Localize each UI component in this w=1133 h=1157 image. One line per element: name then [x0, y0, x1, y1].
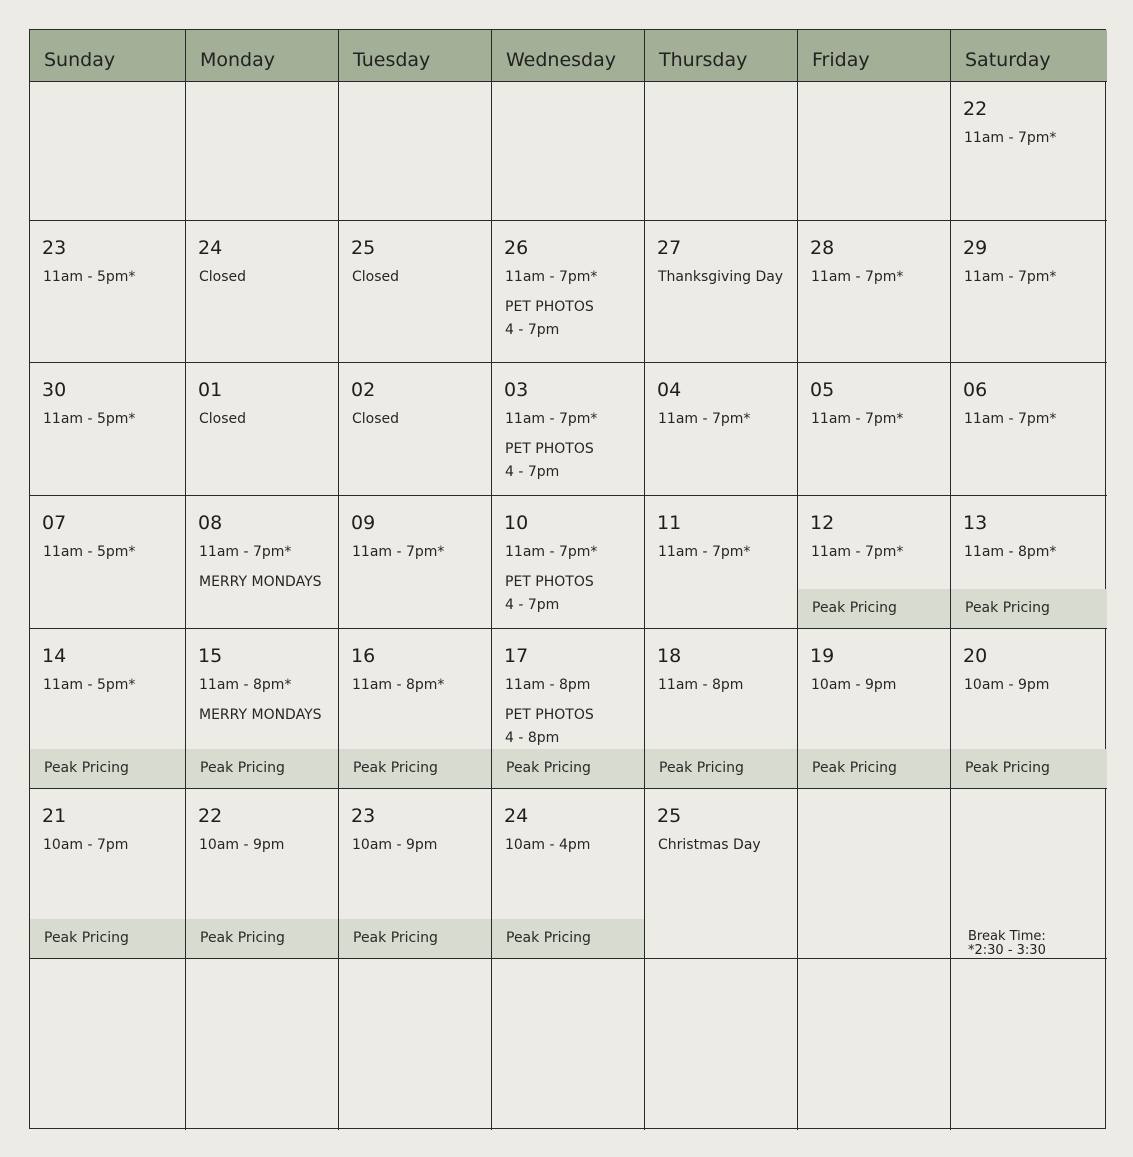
day-hours: 11am - 7pm*	[199, 544, 292, 560]
pet-photos-label: PET PHOTOS	[505, 441, 594, 457]
day-cell-27	[645, 221, 798, 363]
day-number: 28	[810, 237, 835, 259]
day-number: 17	[504, 645, 529, 667]
day-cell-13	[951, 496, 1107, 629]
peak-pricing-banner: Peak Pricing	[186, 749, 338, 788]
empty-day-cell	[798, 959, 951, 1130]
pet-photos-label: PET PHOTOS	[505, 574, 594, 590]
day-number: 26	[504, 237, 529, 259]
day-number: 25	[351, 237, 376, 259]
day-header-saturday: Saturday	[951, 30, 1107, 82]
day-number: 05	[810, 379, 835, 401]
peak-pricing-banner: Peak Pricing	[951, 589, 1107, 628]
empty-day-cell	[798, 82, 951, 221]
day-number: 25	[657, 805, 682, 827]
day-cell-30	[30, 363, 186, 496]
day-number: 09	[351, 512, 376, 534]
day-cell-02	[339, 363, 492, 496]
day-number: 29	[963, 237, 988, 259]
break-time-note	[968, 930, 1046, 958]
day-hours: 10am - 9pm	[811, 677, 897, 693]
day-cell-04	[645, 363, 798, 496]
peak-pricing-banner: Peak Pricing	[798, 589, 950, 628]
day-cell-22	[186, 789, 339, 959]
day-cell-24	[186, 221, 339, 363]
day-cell-03	[492, 363, 645, 496]
day-cell-25	[645, 789, 798, 959]
day-cell-20	[951, 629, 1107, 789]
day-hours: 11am - 7pm*	[505, 269, 598, 285]
day-hours: 11am - 7pm*	[964, 411, 1057, 427]
day-cell-08	[186, 496, 339, 629]
day-cell-23	[30, 221, 186, 363]
empty-day-cell	[186, 82, 339, 221]
merry-mondays-label: MERRY MONDAYS	[199, 707, 322, 723]
empty-day-cell	[951, 959, 1107, 1130]
day-number: 01	[198, 379, 223, 401]
day-hours: 11am - 7pm*	[964, 130, 1057, 146]
day-number: 19	[810, 645, 835, 667]
day-number: 12	[810, 512, 835, 534]
day-cell-05	[798, 363, 951, 496]
day-number: 14	[42, 645, 67, 667]
day-hours: 11am - 7pm*	[811, 544, 904, 560]
empty-day-cell	[30, 959, 186, 1130]
day-hours: 10am - 9pm	[964, 677, 1050, 693]
day-number: 15	[198, 645, 223, 667]
merry-mondays-label: MERRY MONDAYS	[199, 574, 322, 590]
day-header-wednesday: Wednesday	[492, 30, 645, 82]
day-number: 27	[657, 237, 682, 259]
peak-pricing-banner: Peak Pricing	[339, 919, 491, 958]
day-hours: 11am - 7pm*	[811, 411, 904, 427]
closed-label: Closed	[352, 411, 400, 427]
day-number: 02	[351, 379, 376, 401]
day-cell-21	[30, 789, 186, 959]
break-time-line: Break Time:	[968, 929, 1046, 944]
peak-pricing-banner: Peak Pricing	[492, 919, 644, 958]
day-hours: 11am - 5pm*	[43, 411, 136, 427]
empty-day-cell	[492, 82, 645, 221]
day-hours: 11am - 8pm*	[352, 677, 445, 693]
day-hours: 11am - 8pm	[505, 677, 591, 693]
peak-pricing-banner: Peak Pricing	[492, 749, 644, 788]
day-hours: 11am - 7pm*	[658, 544, 751, 560]
peak-pricing-banner: Peak Pricing	[30, 919, 185, 958]
empty-day-cell	[798, 789, 951, 959]
day-hours: 11am - 7pm*	[811, 269, 904, 285]
empty-day-cell	[339, 82, 492, 221]
empty-day-cell	[951, 789, 1107, 959]
day-hours: 11am - 5pm*	[43, 269, 136, 285]
day-header-friday: Friday	[798, 30, 951, 82]
day-cell-01	[186, 363, 339, 496]
day-number: 03	[504, 379, 529, 401]
day-number: 08	[198, 512, 223, 534]
day-hours: 11am - 8pm*	[964, 544, 1057, 560]
day-cell-22	[951, 82, 1107, 221]
day-cell-28	[798, 221, 951, 363]
peak-pricing-banner: Peak Pricing	[951, 749, 1107, 788]
day-hours: 10am - 9pm	[199, 837, 285, 853]
day-header-monday: Monday	[186, 30, 339, 82]
day-hours: 11am - 8pm*	[199, 677, 292, 693]
day-cell-19	[798, 629, 951, 789]
closed-label: Closed	[199, 411, 247, 427]
holiday-label: Christmas Day	[658, 837, 761, 853]
peak-pricing-banner: Peak Pricing	[645, 749, 797, 788]
day-number: 23	[351, 805, 376, 827]
calendar-grid	[29, 29, 1106, 1129]
day-number: 10	[504, 512, 529, 534]
peak-pricing-banner: Peak Pricing	[339, 749, 491, 788]
closed-label: Closed	[352, 269, 400, 285]
day-cell-24	[492, 789, 645, 959]
day-cell-23	[339, 789, 492, 959]
day-number: 22	[963, 98, 988, 120]
day-header-sunday: Sunday	[30, 30, 186, 82]
closed-label: Closed	[199, 269, 247, 285]
day-cell-14	[30, 629, 186, 789]
day-number: 04	[657, 379, 682, 401]
break-time-line: *2:30 - 3:30	[968, 943, 1046, 958]
peak-pricing-banner: Peak Pricing	[186, 919, 338, 958]
day-number: 06	[963, 379, 988, 401]
day-header-thursday: Thursday	[645, 30, 798, 82]
day-cell-07	[30, 496, 186, 629]
day-hours: 11am - 8pm	[658, 677, 744, 693]
empty-day-cell	[30, 82, 186, 221]
day-cell-10	[492, 496, 645, 629]
day-hours: 10am - 4pm	[505, 837, 591, 853]
pet-photos-label: PET PHOTOS	[505, 707, 594, 723]
event-hours: 4 - 8pm	[505, 730, 560, 746]
day-cell-12	[798, 496, 951, 629]
empty-day-cell	[492, 959, 645, 1130]
peak-pricing-banner: Peak Pricing	[798, 749, 950, 788]
empty-day-cell	[186, 959, 339, 1130]
empty-day-cell	[645, 82, 798, 221]
day-cell-29	[951, 221, 1107, 363]
event-hours: 4 - 7pm	[505, 464, 560, 480]
day-hours: 11am - 7pm*	[505, 544, 598, 560]
day-number: 16	[351, 645, 376, 667]
empty-day-cell	[339, 959, 492, 1130]
day-cell-09	[339, 496, 492, 629]
day-number: 20	[963, 645, 988, 667]
day-number: 22	[198, 805, 223, 827]
event-hours: 4 - 7pm	[505, 322, 560, 338]
day-hours: 11am - 5pm*	[43, 677, 136, 693]
day-cell-18	[645, 629, 798, 789]
day-cell-15	[186, 629, 339, 789]
day-cell-11	[645, 496, 798, 629]
day-hours: 10am - 7pm	[43, 837, 129, 853]
day-cell-16	[339, 629, 492, 789]
day-number: 24	[504, 805, 529, 827]
day-hours: 10am - 9pm	[352, 837, 438, 853]
day-hours: 11am - 5pm*	[43, 544, 136, 560]
day-number: 18	[657, 645, 682, 667]
day-number: 23	[42, 237, 67, 259]
day-hours: 11am - 7pm*	[964, 269, 1057, 285]
day-number: 30	[42, 379, 67, 401]
day-number: 21	[42, 805, 67, 827]
day-cell-26	[492, 221, 645, 363]
empty-day-cell	[645, 959, 798, 1130]
day-hours: 11am - 7pm*	[505, 411, 598, 427]
day-number: 11	[657, 512, 682, 534]
day-cell-25	[339, 221, 492, 363]
day-cell-06	[951, 363, 1107, 496]
event-hours: 4 - 7pm	[505, 597, 560, 613]
pet-photos-label: PET PHOTOS	[505, 299, 594, 315]
peak-pricing-banner: Peak Pricing	[30, 749, 185, 788]
day-header-tuesday: Tuesday	[339, 30, 492, 82]
day-number: 07	[42, 512, 67, 534]
day-cell-17	[492, 629, 645, 789]
day-number: 13	[963, 512, 988, 534]
holiday-label: Thanksgiving Day	[658, 269, 784, 285]
day-number: 24	[198, 237, 223, 259]
day-hours: 11am - 7pm*	[658, 411, 751, 427]
day-hours: 11am - 7pm*	[352, 544, 445, 560]
